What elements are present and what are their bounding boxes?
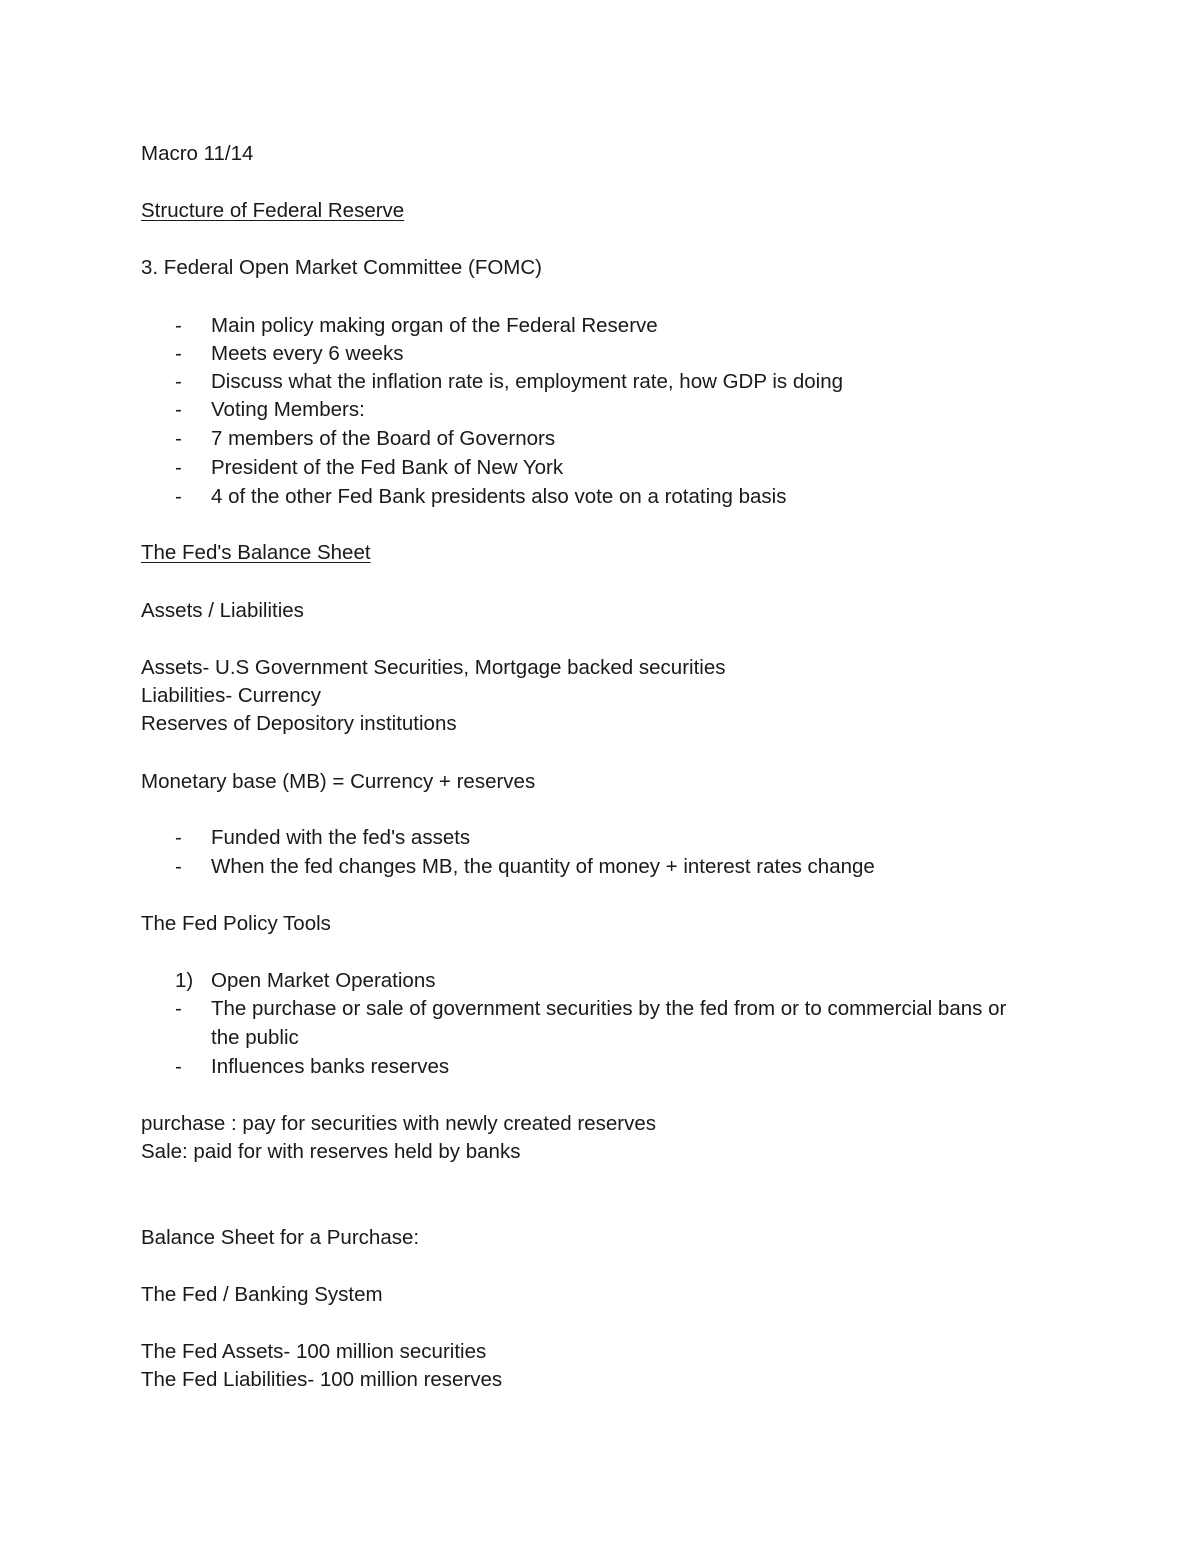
bullet-marker: - [175,826,182,849]
bullet-marker: - [175,855,182,878]
monetary-base-text: Monetary base (MB) = Currency + reserves [141,770,536,793]
list-item-text: 7 members of the Board of Governors [211,427,556,450]
assets-liabilities-label: Assets / Liabilities [141,599,304,622]
fed-assets-text: The Fed Assets- 100 million securities [141,1340,487,1363]
sale-text: Sale: paid for with reserves held by banks [141,1140,521,1163]
bullet-marker: - [175,1055,182,1078]
bullet-marker: - [175,485,182,508]
reserves-text: Reserves of Depository institutions [141,712,457,735]
bullet-marker: - [175,997,182,1020]
list-item-text: When the fed changes MB, the quantity of money + interest rates change [211,855,875,878]
bullet-marker: - [175,314,182,337]
list-item-text: Voting Members: [211,398,365,421]
fed-liabilities-text: The Fed Liabilities- 100 million reserves [141,1368,503,1391]
bullet-marker: - [175,456,182,479]
list-item-text: President of the Fed Bank of New York [211,456,564,479]
heading-fed-policy-tools: The Fed Policy Tools [141,912,331,935]
list-item-text: Discuss what the inflation rate is, employment rate, how GDP is doing [211,370,843,393]
list-item-text: Main policy making organ of the Federal Reserve [211,314,658,337]
fed-banking-system-label: The Fed / Banking System [141,1283,383,1306]
bullet-marker: - [175,427,182,450]
list-item-text-continued: the public [211,1026,299,1049]
liabilities-text: Liabilities- Currency [141,684,322,707]
bullet-marker: - [175,342,182,365]
list-item-text: 4 of the other Fed Bank presidents also vote on a rotating basis [211,485,787,508]
list-item-text: Funded with the fed's assets [211,826,471,849]
bullet-marker: - [175,398,182,421]
subheading-fomc: 3. Federal Open Market Committee (FOMC) [141,256,542,279]
heading-feds-balance-sheet: The Fed's Balance Sheet [141,541,371,564]
bullet-marker: - [175,370,182,393]
number-marker: 1) [175,969,194,992]
heading-structure-federal-reserve: Structure of Federal Reserve [141,199,405,222]
purchase-text: purchase : pay for securities with newly created reserves [141,1112,657,1135]
heading-balance-sheet-purchase: Balance Sheet for a Purchase: [141,1226,420,1249]
list-item-text: The purchase or sale of government securities by the fed from or to commercial bans or [211,997,1007,1020]
list-item-text: Open Market Operations [211,969,436,992]
page-title: Macro 11/14 [141,142,254,165]
list-item-text: Meets every 6 weeks [211,342,404,365]
assets-text: Assets- U.S Government Securities, Mortgage backed securities [141,656,726,679]
list-item-text: Influences banks reserves [211,1055,450,1078]
